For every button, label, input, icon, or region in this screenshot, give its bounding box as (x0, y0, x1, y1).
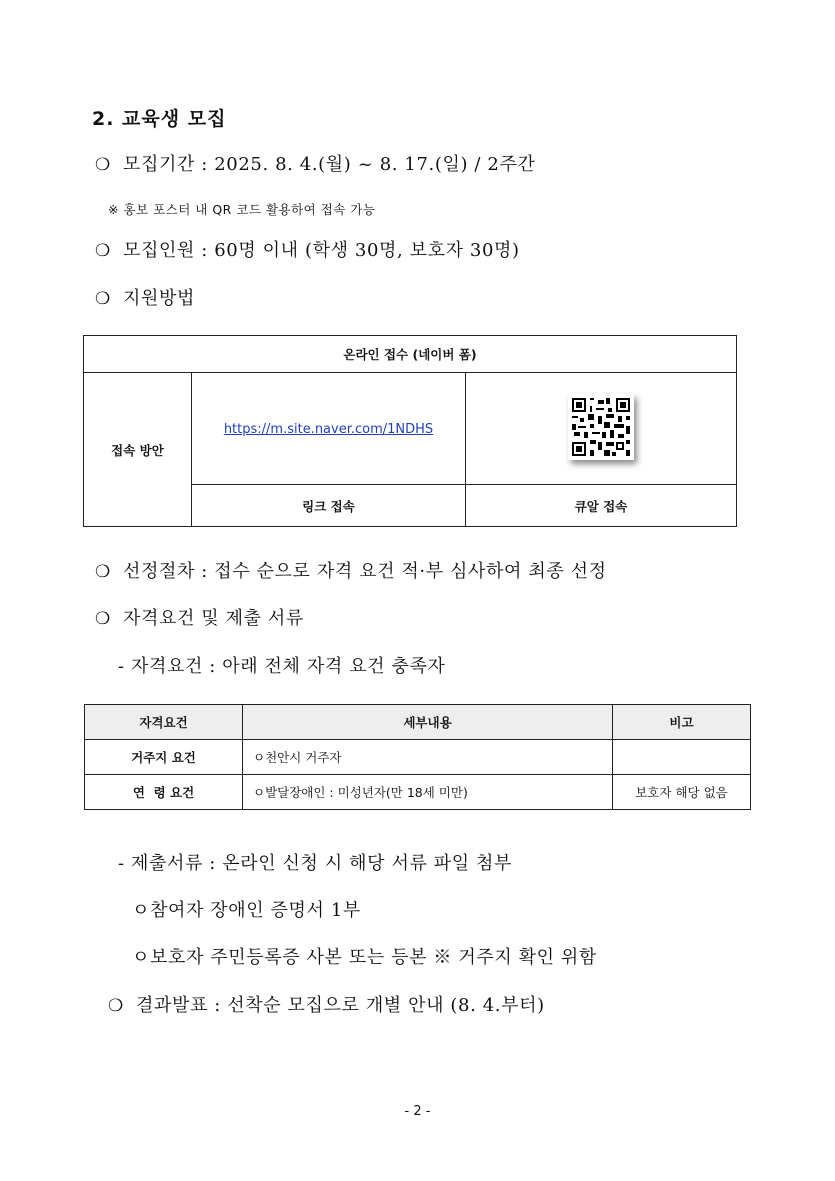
req-header-detail: 세부내용 (243, 705, 613, 740)
req-row-label: 거주지 요건 (85, 740, 243, 775)
apply-method-text: 지원방법 (123, 288, 195, 309)
result-line (108, 991, 545, 1017)
requirements-sub: - 자격요건 : 아래 전체 자격 요건 충족자 (118, 656, 446, 677)
requirements-table (84, 704, 751, 810)
period-note: ※ 홍보 포스터 내 QR 코드 활용하여 접속 가능 (108, 202, 376, 217)
period-line (95, 150, 535, 176)
capacity-line (95, 236, 520, 262)
result-text: 결과발표 : 선착순 모집으로 개별 안내 (8. 4.부터) (136, 995, 545, 1016)
bullet-icon: ❍ (95, 241, 111, 261)
requirements-title-text: 자격요건 및 제출 서류 (123, 608, 304, 629)
table-row (85, 740, 751, 775)
req-header-note: 비고 (613, 705, 751, 740)
req-row-detail: ㅇ발달장애인 : 미성년자(만 18세 미만) (243, 775, 613, 810)
bullet-icon: ❍ (95, 609, 111, 629)
qr-caption: 큐알 접속 (466, 485, 737, 527)
link-caption: 링크 접속 (192, 485, 466, 527)
apply-table (83, 335, 737, 527)
req-row-label: 연 령 요건 (85, 775, 243, 810)
naver-form-link[interactable]: https://m.site.naver.com/1NDHS (223, 421, 434, 437)
apply-row-label: 접속 방안 (84, 373, 192, 527)
documents-title: - 제출서류 : 온라인 신청 시 해당 서류 파일 첨부 (118, 853, 513, 874)
apply-table-header: 온라인 접수 (네이버 폼) (84, 336, 737, 373)
page-number: - 2 - (404, 1104, 431, 1119)
capacity-text: 모집인원 : 60명 이내 (학생 30명, 보호자 30명) (123, 240, 520, 261)
apply-method-line (95, 284, 195, 310)
bullet-icon: ❍ (108, 996, 124, 1016)
req-row-note (613, 740, 751, 775)
req-row-note: 보호자 해당 없음 (613, 775, 751, 810)
selection-process-line (95, 557, 607, 583)
requirements-title-line (95, 604, 304, 630)
documents-item: ㅇ참여자 장애인 증명서 1부 (132, 900, 361, 921)
table-row (85, 775, 751, 810)
section-heading: 2. 교육생 모집 (92, 108, 227, 130)
selection-process-text: 선정절차 : 접수 순으로 자격 요건 적·부 심사하여 최종 선정 (123, 561, 607, 582)
bullet-icon: ❍ (95, 289, 111, 309)
req-header-criteria: 자격요건 (85, 705, 243, 740)
period-text: 모집기간 : 2025. 8. 4.(월) ~ 8. 17.(일) / 2주간 (123, 154, 536, 175)
bullet-icon: ❍ (95, 562, 111, 582)
bullet-icon: ❍ (95, 155, 111, 175)
qr-code-icon[interactable] (568, 394, 634, 460)
req-row-detail: ㅇ천안시 거주자 (243, 740, 613, 775)
documents-item: ㅇ보호자 주민등록증 사본 또는 등본 ※ 거주지 확인 위함 (132, 947, 597, 968)
